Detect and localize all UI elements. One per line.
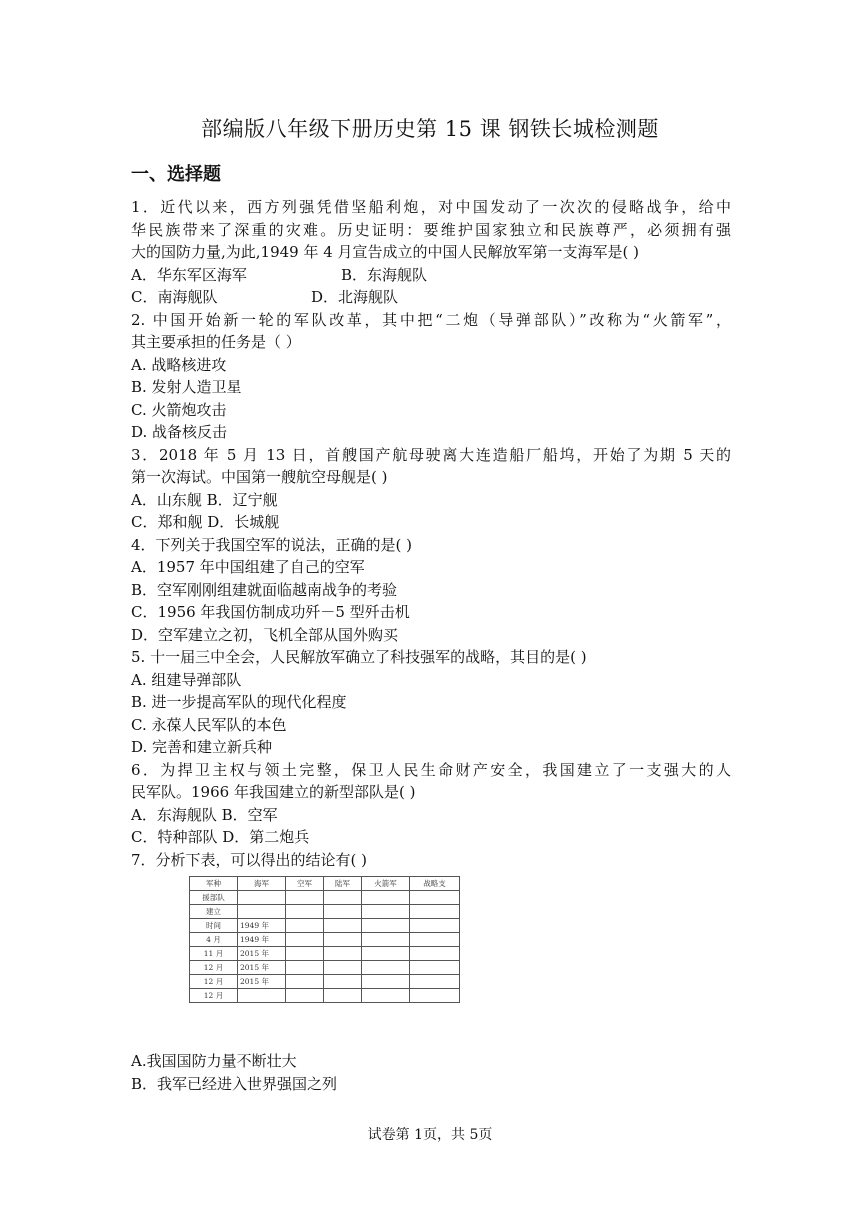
table-cell — [362, 891, 410, 905]
question-7 — [131, 849, 731, 1096]
question-4 — [131, 534, 731, 647]
table-cell — [324, 975, 362, 989]
question-text: 华民族带来了深重的灾难。历史证明：要维护国家独立和民族尊严，必须拥有强 — [131, 220, 731, 239]
option-b: B．空军刚刚组建就面临越南战争的考验 — [131, 580, 398, 599]
table-cell — [362, 961, 410, 975]
option-c-d: C．特种部队 D．第二炮兵 — [131, 828, 310, 846]
table-cell: 1949 年 — [238, 919, 286, 933]
table-cell — [362, 933, 410, 947]
table-row — [190, 961, 460, 975]
table-cell: 12 月 — [190, 961, 238, 975]
table-cell — [362, 975, 410, 989]
table-cell — [324, 947, 362, 961]
question-text: 大的国防力量,为此,1949 年 4 月宣告成立的中国人民解放军第一支海军是( ) — [131, 243, 640, 261]
table-cell — [410, 975, 460, 989]
question-text: 3．2018 年 5 月 13 日，首艘国产航母驶离大连造船厂船坞，开始了为期 5 天的 — [131, 445, 731, 464]
data-table-image — [189, 876, 459, 1014]
question-text: 第一次海试。中国第一艘航空母舰是( ) — [131, 468, 388, 486]
table-cell: 战略支 — [410, 877, 460, 891]
table-row — [190, 919, 460, 933]
table-row — [190, 989, 460, 1003]
option-a: A.我国国防力量不断壮大 — [131, 1052, 297, 1070]
table-header-row — [190, 877, 460, 891]
table-cell: 12 月 — [190, 975, 238, 989]
option-c-d: C．郑和舰 D．长城舰 — [131, 513, 280, 531]
table-cell — [324, 961, 362, 975]
page-footer: 试卷第 1页，共 5页 — [367, 1127, 493, 1143]
table-cell: 援部队 — [190, 891, 238, 905]
table-cell — [286, 961, 324, 975]
table-cell — [410, 947, 460, 961]
table-cell — [286, 919, 324, 933]
table-row — [190, 975, 460, 989]
table-cell: 军种 — [190, 877, 238, 891]
option-d: D．北海舰队 — [311, 288, 399, 306]
question-5 — [131, 646, 731, 759]
table-row — [190, 905, 460, 919]
option-a-b: A．山东舰 B．辽宁舰 — [131, 490, 278, 509]
table-cell: 火箭军 — [362, 877, 410, 891]
table-cell — [324, 919, 362, 933]
table-cell — [410, 919, 460, 933]
data-table — [189, 876, 460, 1003]
table-cell — [362, 947, 410, 961]
table-cell — [324, 933, 362, 947]
table-cell: 1949 年 — [238, 933, 286, 947]
option-a-b: A．东海舰队 B．空军 — [131, 805, 278, 824]
table-cell: 海军 — [238, 877, 286, 891]
table-cell — [324, 891, 362, 905]
option-a: A. 战略核进攻 — [131, 355, 227, 374]
option-a: A．1957 年中国组建了自己的空军 — [131, 558, 365, 576]
option-b: B．我军已经进入世界强国之列 — [131, 1074, 338, 1093]
table-cell — [286, 975, 324, 989]
table-cell: 建立 — [190, 905, 238, 919]
question-text: 5. 十一届三中全会，人民解放军确立了科技强军的战略，其目的是( ) — [131, 648, 587, 666]
table-cell: 4 月 — [190, 933, 238, 947]
table-cell — [410, 905, 460, 919]
question-1 — [131, 196, 731, 309]
table-cell: 2015 年 — [238, 947, 286, 961]
table-cell: 2015 年 — [238, 975, 286, 989]
table-cell: 12 月 — [190, 989, 238, 1003]
option-c: C．南海舰队 — [131, 288, 218, 306]
option-d: D. 完善和建立新兵种 — [131, 738, 273, 756]
table-cell — [410, 989, 460, 1003]
table-cell — [286, 891, 324, 905]
table-cell: 2015 年 — [238, 961, 286, 975]
question-6 — [131, 759, 731, 849]
table-cell — [410, 961, 460, 975]
option-b: B. 进一步提高军队的现代化程度 — [131, 693, 347, 711]
table-cell — [324, 989, 362, 1003]
table-cell — [286, 989, 324, 1003]
table-cell — [286, 947, 324, 961]
question-text: 民军队。1966 年我国建立的新型部队是( ) — [131, 783, 416, 801]
option-c: C．1956 年我国仿制成功歼－5 型歼击机 — [131, 603, 410, 621]
option-d: D．空军建立之初，飞机全部从国外购买 — [131, 625, 399, 644]
table-cell — [238, 891, 286, 905]
questions — [131, 196, 731, 1095]
table-cell — [286, 933, 324, 947]
question-text: 6．为捍卫主权与领土完整，保卫人民生命财产安全，我国建立了一支强大的人 — [131, 760, 731, 779]
question-3 — [131, 444, 731, 534]
table-cell — [410, 933, 460, 947]
question-text: 其主要承担的任务是（ ） — [131, 333, 301, 351]
table-cell — [286, 905, 324, 919]
table-cell — [362, 989, 410, 1003]
option-d: D. 战备核反击 — [131, 423, 228, 441]
section-heading: 一、选择题 — [131, 164, 221, 185]
table-cell: 时间 — [190, 919, 238, 933]
table-row — [190, 947, 460, 961]
table-cell — [324, 905, 362, 919]
table-cell — [238, 905, 286, 919]
table-cell — [238, 989, 286, 1003]
question-text: 7．分析下表，可以得出的结论有( ) — [131, 850, 368, 869]
option-c: C. 火箭炮攻击 — [131, 400, 227, 419]
question-text: 4．下列关于我国空军的说法，正确的是( ) — [131, 535, 413, 554]
option-a: A. 组建导弹部队 — [131, 670, 242, 689]
option-a: A．华东军区海军 — [131, 265, 247, 284]
table-row — [190, 891, 460, 905]
question-2 — [131, 309, 731, 444]
option-c: C. 永葆人民军队的本色 — [131, 715, 287, 734]
option-b: B．东海舰队 — [341, 265, 428, 284]
table-cell — [362, 905, 410, 919]
page-title: 部编版八年级下册历史第 15 课 钢铁长城检测题 — [201, 117, 659, 141]
option-b: B. 发射人造卫星 — [131, 378, 242, 396]
table-cell — [362, 919, 410, 933]
table-cell: 陆军 — [324, 877, 362, 891]
question-text: 1．近代以来，西方列强凭借坚船利炮，对中国发动了一次次的侵略战争，给中 — [131, 198, 731, 216]
table-cell — [410, 891, 460, 905]
question-text: 2. 中国开始新一轮的军队改革，其中把“二炮（导弹部队）”改称为“火箭军”， — [131, 310, 731, 329]
table-cell: 空军 — [286, 877, 324, 891]
table-cell: 11 月 — [190, 947, 238, 961]
table-row — [190, 933, 460, 947]
